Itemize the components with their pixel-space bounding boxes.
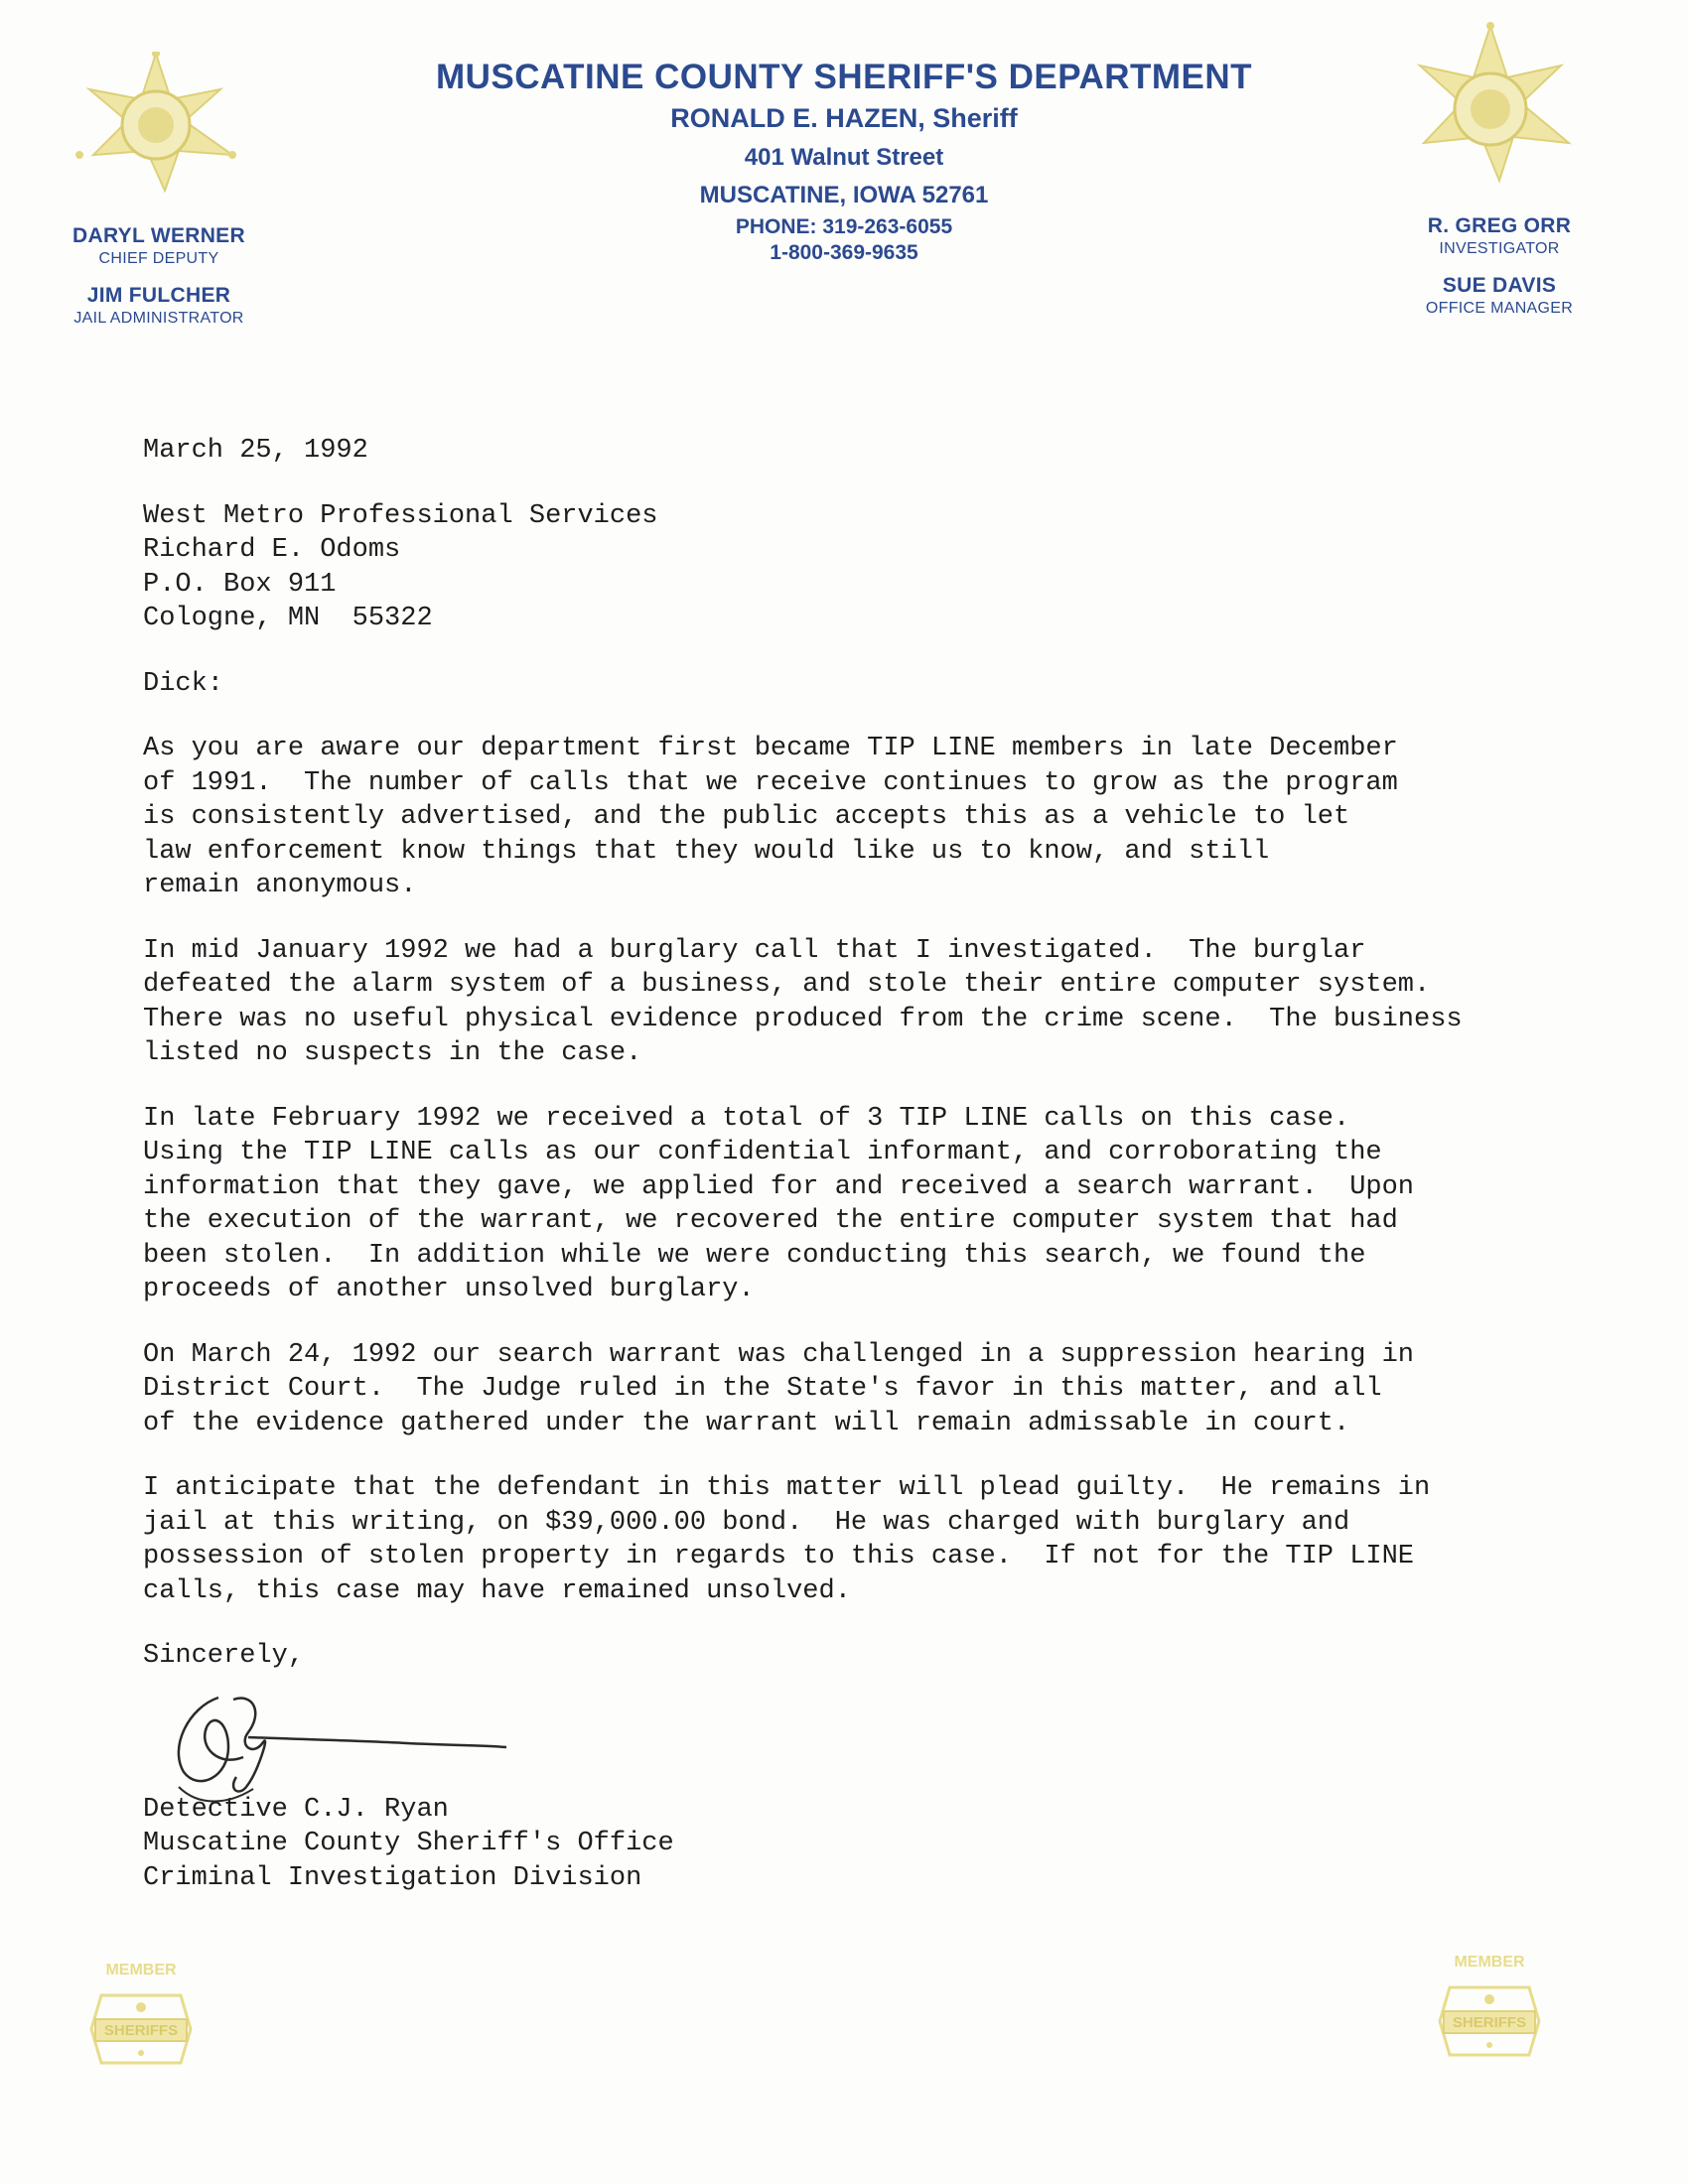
- paragraph-line: the execution of the warrant, we recovered the entire computer system that had: [143, 1206, 1398, 1236]
- letter-date: March 25, 1992: [143, 436, 368, 466]
- paragraph-line: In late February 1992 we received a total of 3 TIP LINE calls on this case.: [143, 1103, 1350, 1134]
- member-label: MEMBER: [105, 1962, 177, 1979]
- member-label: MEMBER: [1454, 1954, 1525, 1971]
- staff-title: INVESTIGATOR: [1439, 240, 1560, 257]
- staff-name: R. GREG ORR: [1427, 214, 1572, 237]
- staff-title: CHIEF DEPUTY: [98, 250, 219, 267]
- staff-name: DARYL WERNER: [72, 224, 245, 247]
- paragraph-line: Using the TIP LINE calls as our confidential informant, and corroborating the: [143, 1138, 1382, 1167]
- city-address: MUSCATINE, IOWA 52761: [699, 182, 989, 208]
- paragraph: [143, 934, 1632, 1071]
- recipient-line: Cologne, MN 55322: [143, 604, 433, 633]
- paragraph-line: I anticipate that the defendant in this matter will plead guilty. He remains in: [143, 1473, 1431, 1503]
- salutation: Dick:: [143, 668, 224, 699]
- paragraph-line: listed no suspects in the case.: [143, 1038, 642, 1068]
- paragraph-line: calls, this case may have remained unsolved.: [143, 1575, 851, 1606]
- paragraph-line: been stolen. In addition while we were conducting this search, we found the: [143, 1240, 1366, 1271]
- paragraph-line: of the evidence gathered under the warrant will remain admissable in court.: [143, 1408, 1350, 1438]
- paragraph-line: On March 24, 1992 our search warrant was challenged in a suppression hearing in: [143, 1339, 1415, 1370]
- paragraph-line: possession of stolen property in regards to this case. If not for the TIP LINE: [143, 1542, 1415, 1571]
- paragraph-line: proceeds of another unsolved burglary.: [143, 1275, 755, 1304]
- emblem-sheriffs-label: SHERIFFS: [103, 2022, 179, 2039]
- signature-line: Detective C.J. Ryan: [143, 1794, 449, 1825]
- recipient-line: P.O. Box 911: [143, 569, 337, 600]
- paragraph-line: remain anonymous.: [143, 871, 417, 900]
- paragraph-line: In mid January 1992 we had a burglary call that I investigated. The burglar: [143, 935, 1366, 966]
- staff-title: OFFICE MANAGER: [1425, 300, 1574, 317]
- paragraph-line: is consistently advertised, and the public accepts this as a vehicle to let: [143, 802, 1350, 832]
- sheriff-star-badge-right-icon: [1402, 22, 1579, 187]
- paragraph-line: There was no useful physical evidence produced from the crime scene. The business: [143, 1004, 1463, 1034]
- right-staff-column: [1380, 214, 1618, 318]
- street-address: 401 Walnut Street: [744, 144, 944, 171]
- paragraph-line: information that they gave, we applied for and received a search warrant. Upon: [143, 1171, 1415, 1202]
- recipient-block: [143, 499, 1632, 636]
- letter-body: [143, 434, 1632, 1895]
- phone-number: PHONE: 319-263-6055: [735, 215, 953, 238]
- paragraph-line: law enforcement know things that they would like us to know, and still: [143, 836, 1270, 867]
- recipient-line: Richard E. Odoms: [143, 535, 401, 565]
- paragraph: [143, 732, 1632, 903]
- paragraph-line: District Court. The Judge ruled in the State's favor in this matter, and all: [143, 1374, 1382, 1404]
- closing: Sincerely,: [143, 1641, 305, 1671]
- department-name: MUSCATINE COUNTY SHERIFF'S DEPARTMENT: [435, 58, 1253, 96]
- signature-line: Criminal Investigation Division: [143, 1862, 642, 1893]
- paragraph-line: of 1991. The number of calls that we receive continues to grow as the program: [143, 767, 1398, 798]
- toll-free-number: 1-800-369-9635: [770, 241, 918, 264]
- staff-name: JIM FULCHER: [86, 284, 231, 307]
- staff-title: JAIL ADMINISTRATOR: [73, 310, 244, 327]
- member-emblem-left: [81, 1962, 201, 2073]
- recipient-line: West Metro Professional Services: [143, 500, 658, 531]
- paragraph-line: As you are aware our department first became TIP LINE members in late December: [143, 734, 1398, 763]
- signature-line: Muscatine County Sheriff's Office: [143, 1829, 674, 1858]
- sheriff-name: RONALD E. HAZEN, Sheriff: [670, 103, 1018, 133]
- staff-name: SUE DAVIS: [1442, 274, 1557, 297]
- emblem-sheriffs-label: SHERIFFS: [1452, 2014, 1527, 2031]
- paragraph: [143, 1471, 1632, 1608]
- handwritten-signature: [159, 1678, 516, 1817]
- left-staff-column: [40, 224, 278, 328]
- paragraph: [143, 1102, 1632, 1307]
- paragraph: [143, 1338, 1632, 1441]
- sheriff-star-badge-left-icon: [68, 52, 244, 193]
- paragraph-line: defeated the alarm system of a business, and stole their entire computer system.: [143, 970, 1431, 1000]
- paragraph-line: jail at this writing, on $39,000.00 bond. He was charged with burglary and: [143, 1507, 1350, 1538]
- letterhead: [348, 58, 1340, 265]
- member-emblem-right: [1430, 1954, 1549, 2065]
